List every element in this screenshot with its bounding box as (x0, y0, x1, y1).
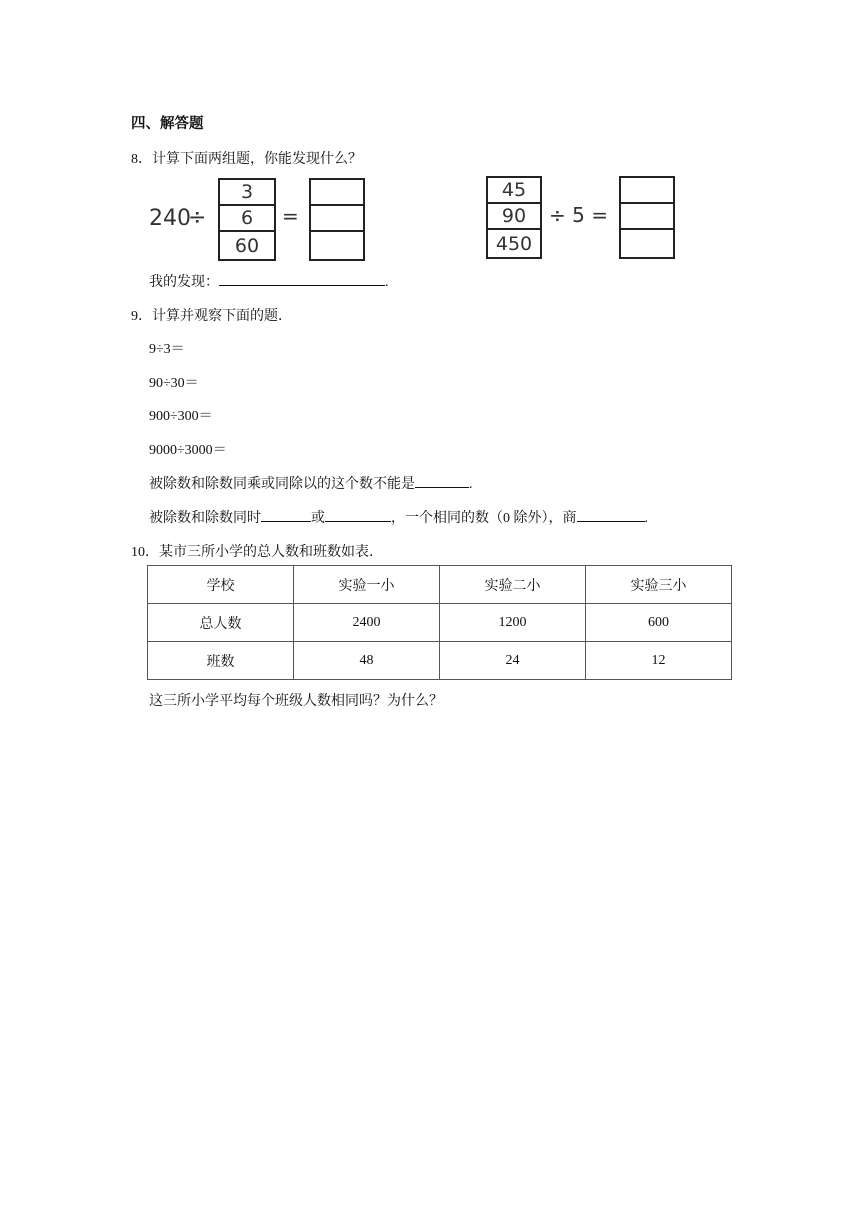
rule-2-end: . (644, 511, 648, 526)
answer-box[interactable] (621, 178, 673, 204)
finding-end: . (385, 275, 389, 290)
answer-box[interactable] (311, 232, 363, 259)
table-cell: 班数 (148, 642, 294, 680)
table-header-cell: 学校 (148, 566, 294, 604)
q8-right-operator: ÷ 5 = (549, 203, 608, 227)
answer-box[interactable] (311, 206, 363, 232)
divisor-cell: 6 (220, 206, 274, 232)
q9-expression: 9000÷3000＝ (149, 443, 227, 458)
table-cell: 总人数 (148, 604, 294, 642)
table-header-cell: 实验一小 (294, 566, 440, 604)
finding-blank[interactable] (219, 271, 385, 286)
finding-label: 我的发现： (149, 275, 219, 290)
division-sign: ÷ (188, 205, 207, 230)
table-header-cell: 实验三小 (586, 566, 732, 604)
table-cell: 24 (440, 642, 586, 680)
rule-2-part-c: ，一个相同的数（0 除外），商 (391, 511, 577, 526)
table-header-cell: 实验二小 (440, 566, 586, 604)
rule-2-blank-2[interactable] (325, 507, 391, 522)
rule-1-end: . (469, 477, 473, 492)
q8-right-dividend-stack (486, 176, 542, 259)
q9-rule-1 (149, 473, 473, 493)
q9-expression: 9÷3＝ (149, 342, 185, 357)
q8-left-answer-boxes (309, 178, 365, 261)
school-data-table (147, 565, 732, 680)
section-title: 四、解答题 (131, 116, 204, 132)
question-9-prompt: 9．计算并观察下面的题． (131, 309, 292, 324)
table-cell: 48 (294, 642, 440, 680)
rule-1-blank[interactable] (415, 473, 469, 488)
q8-right-answer-boxes (619, 176, 675, 259)
answer-box[interactable] (311, 180, 363, 206)
equals-sign: = (282, 204, 299, 228)
table-row (148, 642, 732, 680)
table-cell: 1200 (440, 604, 586, 642)
table-cell: 600 (586, 604, 732, 642)
rule-2-blank-3[interactable] (577, 507, 645, 522)
rule-2-part-b: 或 (311, 511, 325, 526)
dividend-cell: 45 (488, 178, 540, 204)
table-cell: 12 (586, 642, 732, 680)
answer-box[interactable] (621, 230, 673, 257)
q9-rule-2 (149, 507, 648, 527)
dividend-cell: 450 (495, 232, 533, 255)
question-10-prompt: 10．某市三所小学的总人数和班数如表． (131, 545, 383, 560)
divisor-cell: 3 (220, 180, 274, 206)
rule-2-part-a: 被除数和除数同时 (149, 511, 261, 526)
q8-left-divisor-stack (218, 178, 276, 261)
question-8-prompt: 8．计算下面两组题，你能发现什么？ (131, 152, 362, 167)
q8-finding-line (149, 271, 389, 291)
q9-expression: 900÷300＝ (149, 409, 213, 424)
q9-expression: 90÷30＝ (149, 376, 199, 391)
table-header-row (148, 566, 732, 604)
q8-left-dividend: 240 (149, 206, 191, 231)
table-row (148, 604, 732, 642)
q10-question: 这三所小学平均每个班级人数相同吗？为什么？ (149, 694, 443, 709)
answer-box[interactable] (621, 204, 673, 230)
dividend-cell: 90 (488, 204, 540, 230)
rule-2-blank-1[interactable] (261, 507, 311, 522)
divisor-cell: 60 (234, 234, 260, 257)
rule-1-text: 被除数和除数同乘或同除以的这个数不能是 (149, 477, 415, 492)
table-cell: 2400 (294, 604, 440, 642)
